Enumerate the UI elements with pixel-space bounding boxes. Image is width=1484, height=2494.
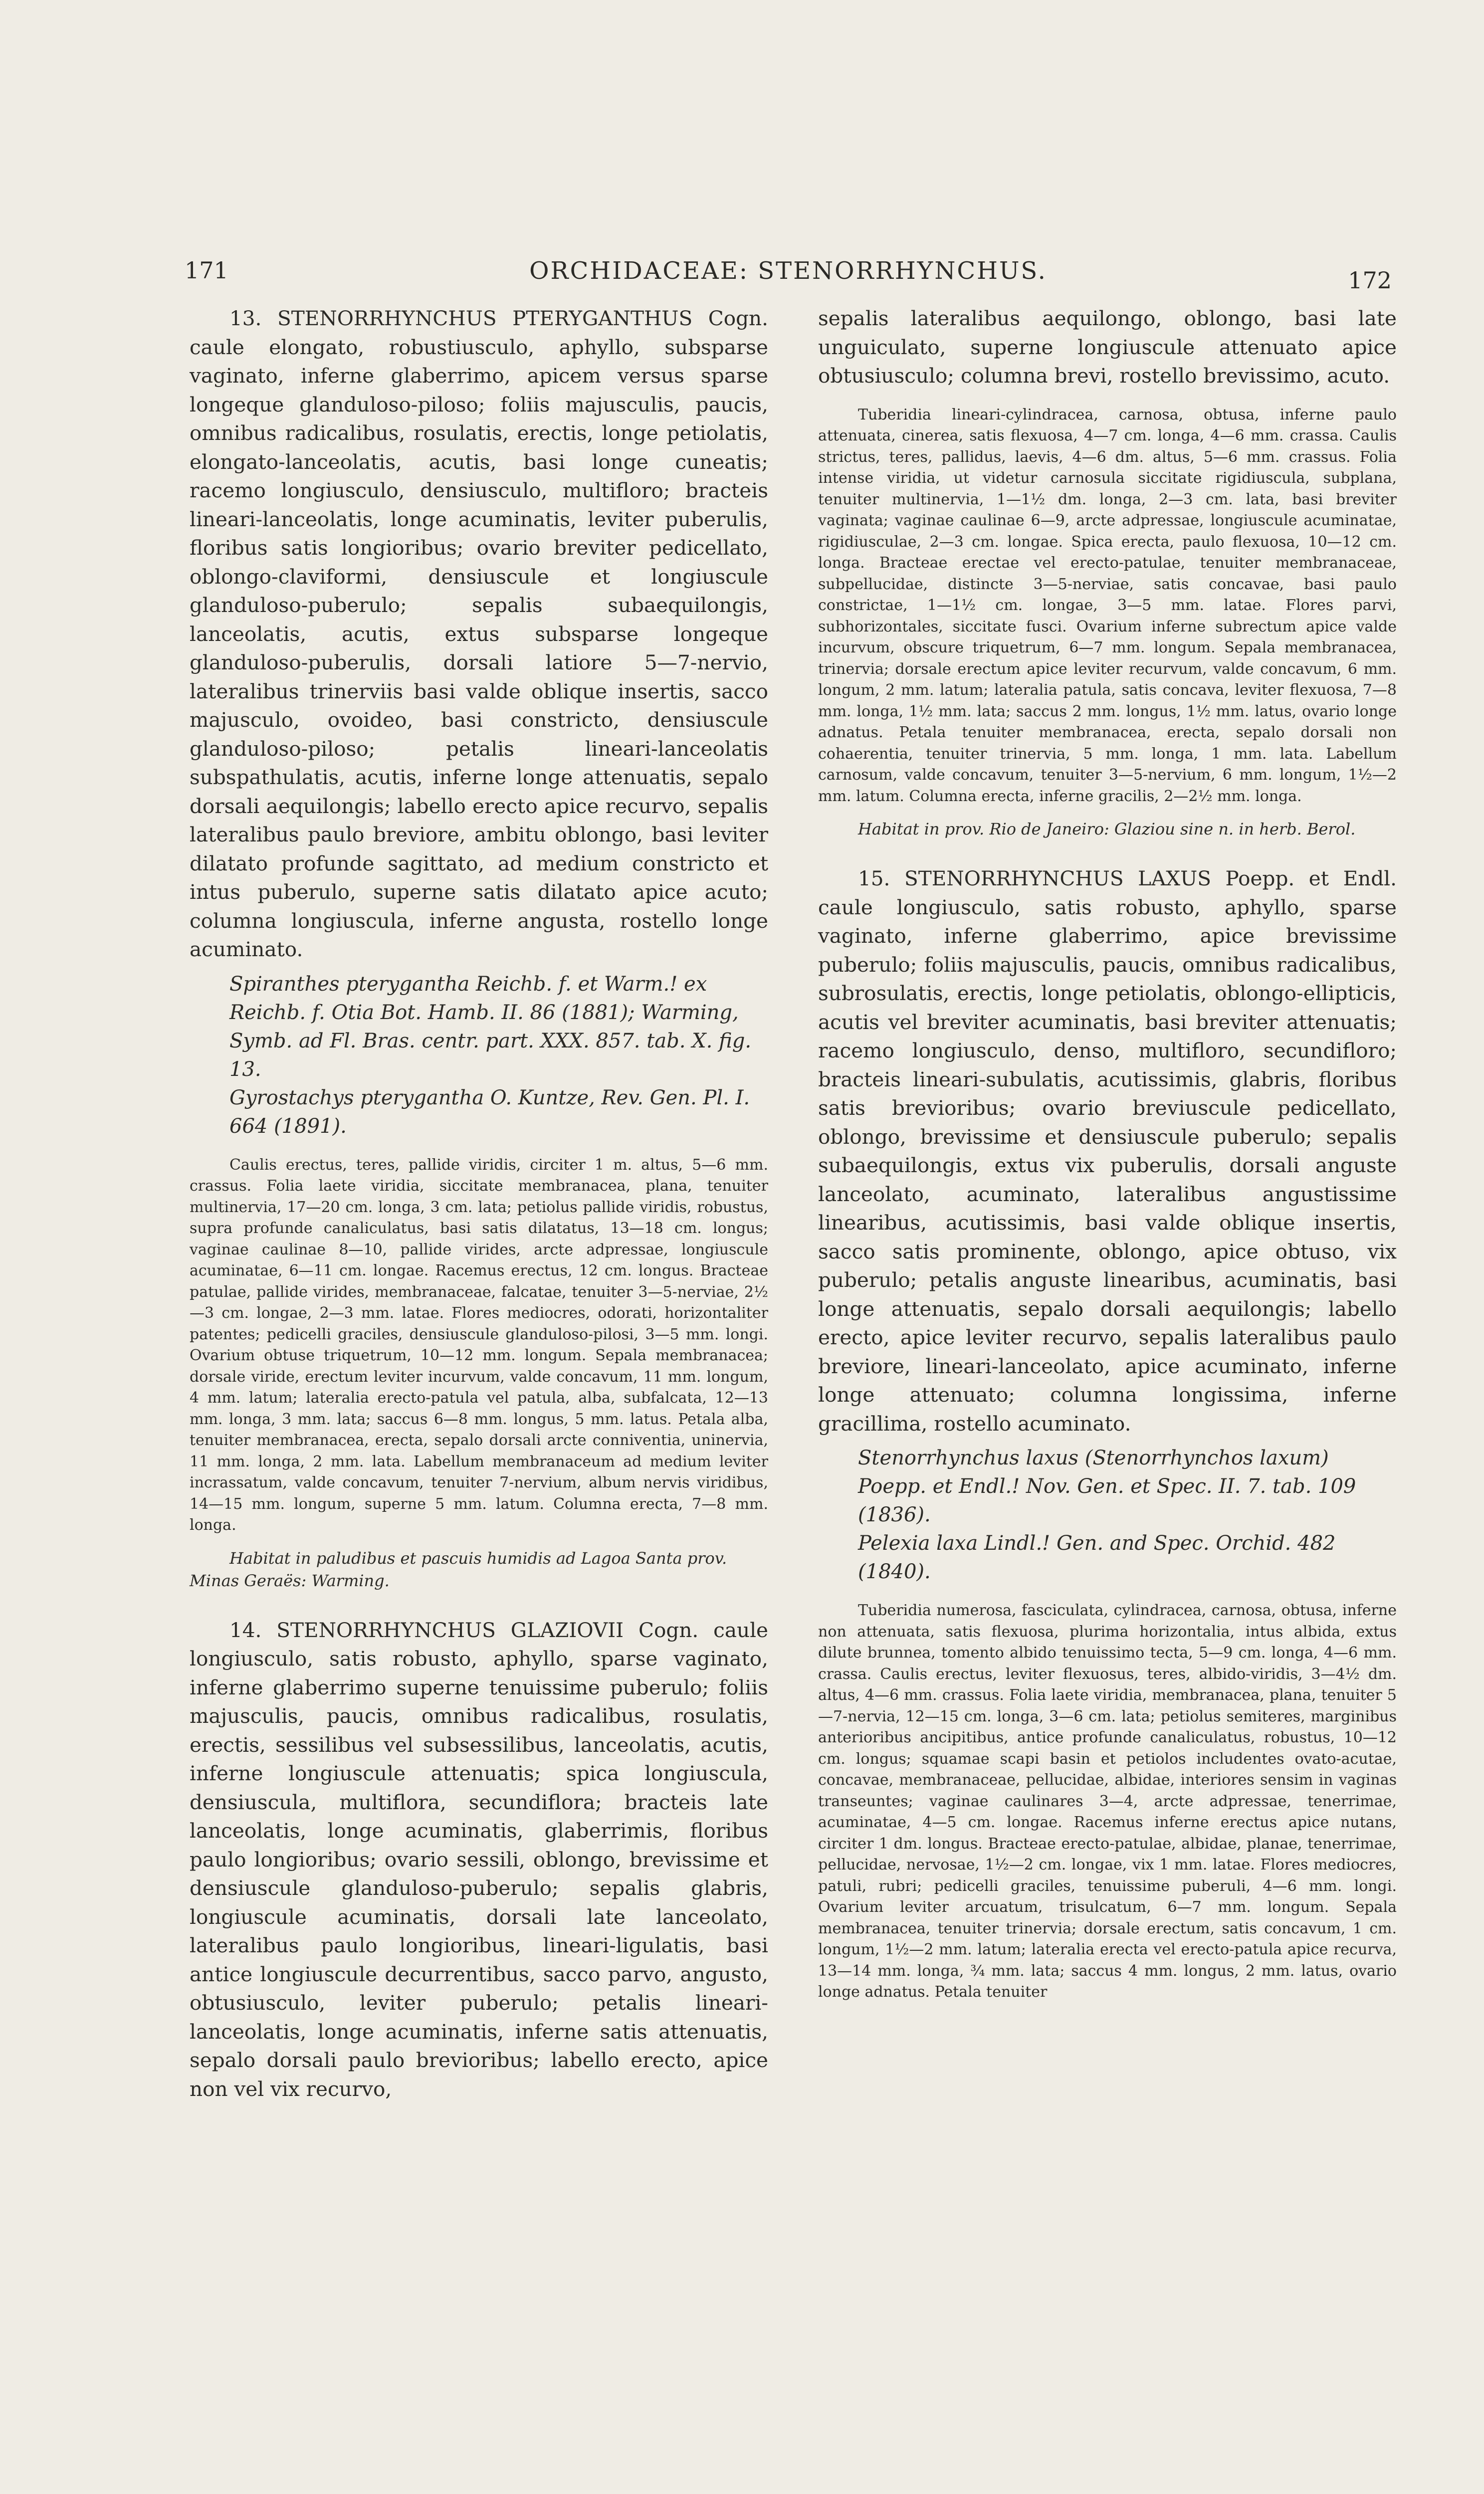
species-15-synonym-1: Stenorrhynchus laxus (Stenorrhynchos laxum) Poepp. et Endl.! Nov. Gen. et Spec. II. 7. tab. 109 (1836). (858, 1447, 1356, 1526)
running-title: ORCHIDACEAE: STENORRHYNCHUS. (529, 257, 1047, 285)
species-15-synonyms (818, 1444, 1397, 1586)
left-column (190, 304, 768, 2103)
species-14-habitat: Habitat in prov. Rio de Janeiro: Glaziou sine n. in herb. Berol. (858, 820, 1356, 838)
species-13-synonyms (190, 970, 768, 1141)
page-header (185, 252, 1392, 292)
species-14-diagnosis: 14. STENORRHYNCHUS GLAZIOVII Cogn. caule longiusculo, satis robusto, aphyllo, sparse vaginato, inferne glaberrimo superne tenuissime puberulo; foliis majusculis, paucis, omnibus radicalibus, rosulatis, erectis, sessilibus vel subsessilibus, lanceolatis, acutis, inferne longiuscule attenuatis; spica longiuscula, densiuscula, multiflora, secundiflora; bracteis late lanceolatis, longe acuminatis, glaberrimis, floribus paulo longioribus; ovario sessili, oblongo, brevissime et densiuscule glanduloso-puberulo; sepalis glabris, longiuscule acuminatis, dorsali late lanceolato, lateralibus paulo longioribus, lineari-ligulatis, basi antice longiuscule decurrentibus, sacco parvo, angusto, obtusiusculo, leviter puberulo; petalis lineari-lanceolatis, longe acuminatis, inferne satis attenuatis, sepalo dorsali paulo brevioribus; labello erecto, apice non vel vix recurvo, (190, 1618, 768, 2101)
species-13-description: Caulis erectus, teres, pallide viridis, circiter 1 m. altus, 5—6 mm. crassus. Folia laete viridia, siccitate membranacea, plana, tenuiter multinervia, 17—20 cm. longa, 3 cm. lata; petiolus pallide viridis, robustus, supra profunde canaliculatus, basi satis dilatatus, 13—18 cm. longus; vaginae caulinae 8—10, pallide virides, arcte adpressae, longiuscule acuminatae, 6—11 cm. longae. Racemus erectus, 12 cm. longus. Bracteae patulae, pallide virides, membranaceae, falcatae, tenuiter 3—5-nerviae, 2½—3 cm. longae, 2—3 mm. latae. Flores mediocres, odorati, horizontaliter patentes; pedicelli graciles, densiuscule glanduloso-pilosi, 3—5 mm. longi. Ovarium obtuse triquetrum, 10—12 mm. longum. Sepala membranacea; dorsale viride, erectum leviter incurvum, valde concavum, 11 mm. longum, 4 mm. latum; lateralia erecto-patula vel patula, alba, subfalcata, 12—13 mm. longa, 3 mm. lata; saccus 6—8 mm. longus, 5 mm. latus. Petala alba, tenuiter membranacea, erecta, sepalo dorsali arcte conniventia, uninervia, 11 mm. longa, 2 mm. lata. Labellum membranaceum ad medium leviter incrassatum, valde concavum, tenuiter 7-nervium, album nervis viridibus, 14—15 mm. longum, superne 5 mm. latum. Columna erecta, 7—8 mm. longa. (190, 1156, 768, 1534)
species-13-synonym-2: Gyrostachys pterygantha O. Kuntze, Rev. Gen. Pl. I. 664 (1891). (229, 1086, 750, 1138)
page-number-left: 171 (185, 257, 228, 284)
species-13-diagnosis: 13. STENORRHYNCHUS PTERYGANTHUS Cogn. caule elongato, robustiusculo, aphyllo, subsparse vaginato, inferne glaberrimo, apicem versus sparse longeque glanduloso-piloso; foliis majusculis, paucis, omnibus radicalibus, rosulatis, erectis, longe petiolatis, elongato-lanceolatis, acutis, basi longe cuneatis; racemo longiusculo, densiusculo, multifloro; bracteis lineari-lanceolatis, longe acuminatis, leviter puberulis, floribus satis longioribus; ovario breviter pedicellato, oblongo-claviformi, densiuscule et longiuscule glanduloso-puberulo; sepalis subaequilongis, lanceolatis, acutis, extus subsparse longeque glanduloso-puberulis, dorsali latiore 5—7-nervio, lateralibus trinerviis basi valde oblique insertis, sacco majusculo, ovoideo, basi constricto, densiuscule glanduloso-piloso; petalis lineari-lanceolatis subspathulatis, acutis, inferne longe attenuatis, sepalo dorsali aequilongis; labello erecto apice recurvo, sepalis lateralibus paulo breviore, ambitu oblongo, basi leviter dilatato profunde sagittato, ad medium constricto et intus puberulo, superne satis dilatato apice acuto; columna longiuscula, inferne angusta, rostello longe acuminato. (190, 306, 768, 961)
species-13-synonym-1: Spiranthes pterygantha Reichb. f. et Warm.! ex Reichb. f. Otia Bot. Hamb. II. 86 (1881); Warming, Symb. ad Fl. Bras. centr. part. XXX. 857. tab. X. fig. 13. (229, 972, 752, 1081)
page-number-right: 172 (1348, 267, 1392, 294)
right-column (818, 304, 1397, 2003)
species-15-description: Tuberidia numerosa, fasciculata, cylindracea, carnosa, obtusa, inferne non attenuata, satis flexuosa, plurima horizontalia, intus albida, extus dilute brunnea, tomento albido tenuissimo tecta, 5—9 cm. longa, 4—6 mm. crassa. Caulis erectus, leviter flexuosus, teres, albido-viridis, 3—4½ dm. altus, 4—6 mm. crassus. Folia laete viridia, membranacea, plana, tenuiter 5—7-nervia, 12—15 cm. longa, 3—6 cm. lata; petiolus semiteres, marginibus anterioribus ancipitibus, antice profunde canaliculatus, robustus, 10—12 cm. longus; squamae scapi basin et petiolos includentes ovato-acutae, concavae, membranaceae, pellucidae, albidae, interiores sensim in vaginas transeuntes; vaginae caulinares 3—4, arcte adpressae, tenerrimae, acuminatae, 4—5 cm. longae. Racemus inferne erectus apice nutans, circiter 1 dm. longus. Bracteae erecto-patulae, albidae, planae, tenerrimae, pellucidae, nervosae, 1½—2 cm. longae, vix 1 mm. latae. Flores mediocres, patuli, rubri; pedicelli graciles, tenuissime puberuli, 4—6 mm. longi. Ovarium leviter arcuatum, trisulcatum, 6—7 mm. longum. Sepala membranacea, tenuiter trinervia; dorsale erectum, satis concavum, 1 cm. longum, 1½—2 mm. latum; lateralia erecta vel erecto-patula apice recurva, 13—14 mm. longa, ¾ mm. lata; saccus 4 mm. longus, 2 mm. latus, ovario longe adnatus. Petala tenuiter (818, 1602, 1397, 2001)
species-15-diagnosis: 15. STENORRHYNCHUS LAXUS Poepp. et Endl. caule longiusculo, satis robusto, aphyllo, sparse vaginato, inferne glaberrimo, apice brevissime puberulo; foliis majusculis, paucis, omnibus radicalibus, subrosulatis, erectis, longe petiolatis, oblongo-ellipticis, acutis vel breviter acuminatis, basi breviter attenuatis; racemo longiusculo, denso, multifloro, secundifloro; bracteis lineari-subulatis, acutissimis, glabris, floribus satis brevioribus; ovario breviuscule pedicellato, oblongo, brevissime et densiuscule puberulo; sepalis subaequilongis, extus vix puberulis, dorsali anguste lanceolato, acuminato, lateralibus angustissime linearibus, acutissimis, basi valde oblique insertis, sacco satis prominente, oblongo, apice obtuso, vix puberulo; petalis anguste linearibus, acuminatis, basi longe attenuatis, sepalo dorsali aequilongis; labello erecto, apice leviter recurvo, sepalis lateralibus paulo breviore, lineari-lanceolato, apice acuminato, inferne longe attenuato; columna longissima, inferne gracillima, rostello acuminato. (818, 866, 1397, 1436)
species-13-habitat: Habitat in paludibus et pascuis humidis ad Lagoa Santa prov. Minas Geraës: Warming. (190, 1548, 727, 1590)
species-14-description: Tuberidia lineari-cylindracea, carnosa, obtusa, inferne paulo attenuata, cinerea, satis flexuosa, 4—7 cm. longa, 4—6 mm. crassa. Caulis strictus, teres, pallidus, laevis, 4—6 dm. altus, 5—6 mm. crassus. Folia intense viridia, ut videtur carnosula siccitate rigidiuscula, subplana, tenuiter multinervia, 1—1½ dm. longa, 2—3 cm. lata, basi breviter vaginata; vaginae caulinae 6—9, arcte adpressae, longiuscule acuminatae, rigidiusculae, 2—3 cm. longae. Spica erecta, paulo flexuosa, 10—12 cm. longa. Bracteae erectae vel erecto-patulae, tenuiter membranaceae, subpellucidae, distincte 3—5-nerviae, satis concavae, basi paulo constrictae, 1—1½ cm. longae, 3—5 mm. latae. Flores parvi, subhorizontales, siccitate fusci. Ovarium inferne subrectum apice valde incurvum, obscure triquetrum, 6—7 mm. longum. Sepala membranacea, trinervia; dorsale erectum apice leviter recurvum, valde concavum, 6 mm. longum, 2 mm. latum; lateralia patula, satis concava, leviter flexuosa, 7—8 mm. longa, 1½ mm. lata; saccus 2 mm. longus, 1½ mm. latus, ovario longe adnatus. Petala tenuiter membranacea, erecta, sepalo dorsali non cohaerentia, tenuiter trinervia, 5 mm. longa, 1 mm. lata. Labellum carnosum, valde concavum, tenuiter 3—5-nervium, 6 mm. longum, 1½—2 mm. latum. Columna erecta, inferne gracilis, 2—2½ mm. longa. (818, 406, 1397, 805)
species-15-synonym-2: Pelexia laxa Lindl.! Gen. and Spec. Orchid. 482 (1840). (858, 1532, 1336, 1583)
species-14-diagnosis-continued: sepalis lateralibus aequilongo, oblongo, basi late unguiculato, superne longiuscule attenuato apice obtusiusculo; columna brevi, rostello brevissimo, acuto. (818, 306, 1397, 388)
